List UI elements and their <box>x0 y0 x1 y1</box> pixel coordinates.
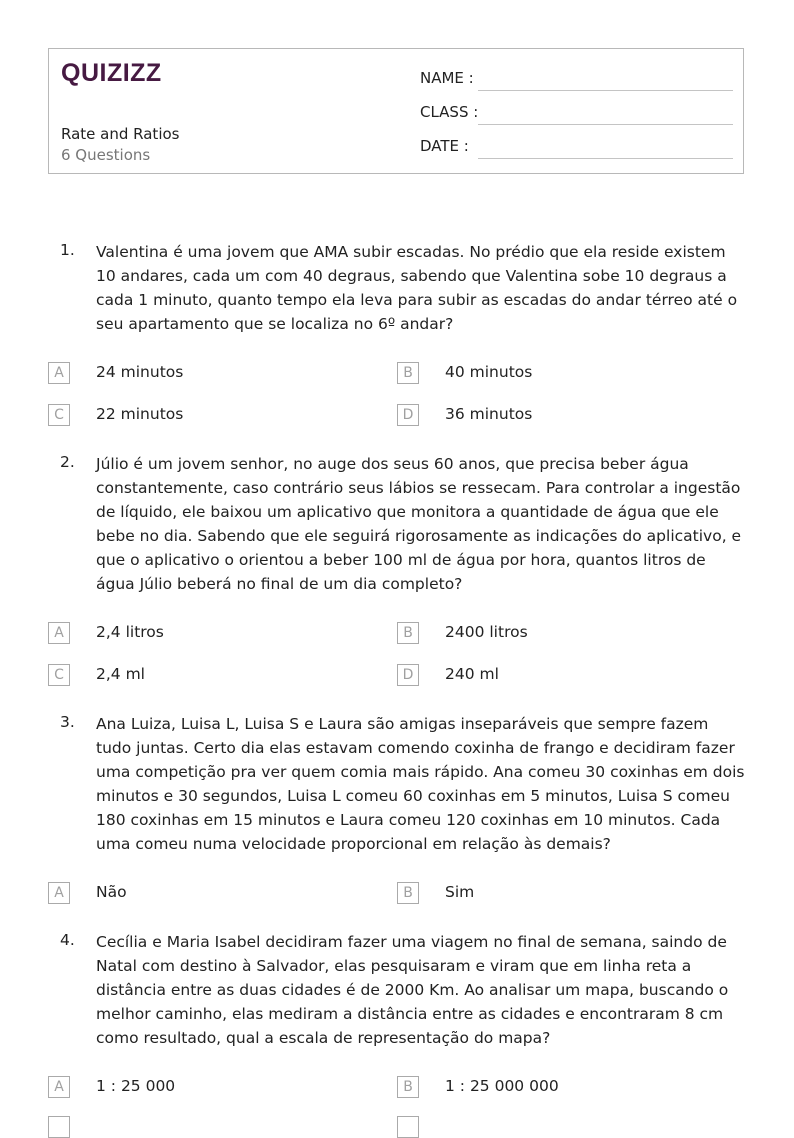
option-text: 2,4 litros <box>96 623 164 641</box>
option-text: 240 ml <box>445 665 499 683</box>
name-field[interactable] <box>420 67 733 91</box>
option-letter-box[interactable] <box>48 1116 70 1138</box>
class-field[interactable] <box>420 101 733 125</box>
option-text: 24 minutos <box>96 363 184 381</box>
class-label: CLASS : <box>420 103 479 121</box>
question-text: Júlio é um jovem senhor, no auge dos seus 60 anos, que precisa beber água constantemente, caso contrário seus lábios se ressecam. Para controlar a ingestão de líquido, ele baixou um aplicativo que monitora a quantidade de água que ele bebe no dia. Sabendo que ele seguirá rigorosamente as indicações do aplicativo, e que o aplicativo o orientou a beber 100 ml de água por hora, quantos litros de água Júlio beberá no final de um dia completo? <box>96 455 742 593</box>
question-text: Valentina é uma jovem que AMA subir escadas. No prédio que ela reside existem 10 andares, cada um com 40 degraus, sabendo que Valentina sobe 10 degraus a cada 1 minuto, quanto tempo ela leva para subir as escadas do andar térreo até o seu apartamento que se localiza no 6º andar? <box>96 243 738 333</box>
date-label: DATE : <box>420 137 469 155</box>
question-text: Cecília e Maria Isabel decidiram fazer uma viagem no final de semana, saindo de Natal com destino à Salvador, elas pesquisaram e viram que em linha reta a distância entre as duas cidades é de 2000 Km. Ao analisar um mapa, buscando o melhor caminho, elas mediram a distância entre as cidades e encontraram 8 cm como resultado, qual a escala de representação do mapa? <box>96 933 729 1047</box>
question-number: 3. <box>60 713 75 731</box>
option-letter-box[interactable]: C <box>48 664 70 686</box>
option-letter-box[interactable] <box>397 1116 419 1138</box>
option-letter-box[interactable]: A <box>48 1076 70 1098</box>
quizizz-logo: QUIZIZZ <box>61 59 162 87</box>
option-text: 40 minutos <box>445 363 533 381</box>
option-letter-box[interactable]: A <box>48 362 70 384</box>
option-text: 2,4 ml <box>96 665 145 683</box>
option-letter-box[interactable]: A <box>48 622 70 644</box>
option-letter-box[interactable]: B <box>397 882 419 904</box>
option-letter-box[interactable]: D <box>397 404 419 426</box>
question-number: 2. <box>60 453 75 471</box>
option-text: 2400 litros <box>445 623 528 641</box>
question-text: Ana Luiza, Luisa L, Luisa S e Laura são amigas inseparáveis que sempre fazem tudo juntas. Certo dia elas estavam comendo coxinha de frango e decidiram fazer uma competição pra ver quem comia mais rápido. Ana comeu 30 coxinhas em dois minutos e 30 segundos, Luisa L comeu 60 coxinhas em 5 minutos, Luisa S comeu 180 coxinhas em 15 minutos e Laura comeu 120 coxinhas em 10 minutos. Cada uma comeu numa velocidade proporcional em relação às demais? <box>96 715 745 853</box>
option-text: 1 : 25 000 <box>96 1077 176 1095</box>
option-letter-box[interactable]: B <box>397 622 419 644</box>
option-letter-box[interactable]: A <box>48 882 70 904</box>
option-text: 1 : 25 000 000 <box>445 1077 559 1095</box>
question-count: 6 Questions <box>61 146 151 164</box>
option-letter-box[interactable]: B <box>397 362 419 384</box>
question-number: 1. <box>60 241 75 259</box>
question-number: 4. <box>60 931 75 949</box>
option-text: 36 minutos <box>445 405 533 423</box>
option-letter-box[interactable]: D <box>397 664 419 686</box>
date-line[interactable] <box>478 158 733 159</box>
option-text: Sim <box>445 883 475 901</box>
option-text: 22 minutos <box>96 405 184 423</box>
option-letter-box[interactable]: C <box>48 404 70 426</box>
worksheet-title: Rate and Ratios <box>61 125 180 143</box>
name-label: NAME : <box>420 69 474 87</box>
name-line[interactable] <box>478 90 733 91</box>
date-field[interactable] <box>420 135 733 159</box>
class-line[interactable] <box>478 124 733 125</box>
worksheet-header <box>48 48 744 174</box>
option-text: Não <box>96 883 127 901</box>
option-letter-box[interactable]: B <box>397 1076 419 1098</box>
